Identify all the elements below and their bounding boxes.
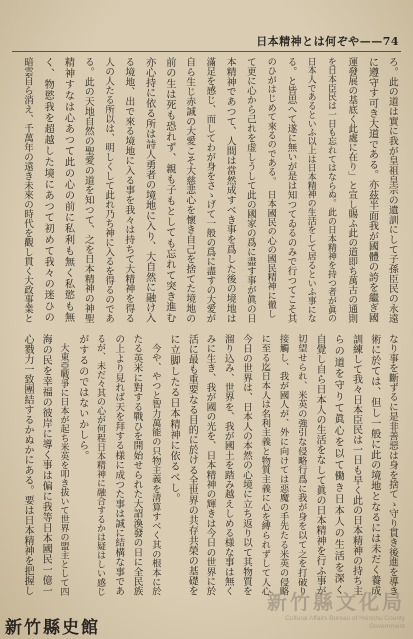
header-separator: ——	[359, 35, 383, 48]
text-column: 暗雲自ら消え、千萬年の遠き未來の時代を觀し貫く大政事業と	[22, 57, 33, 323]
text-column: 活に最も重要なる目的に於ける全世界の共存共榮の基礎を	[186, 334, 198, 596]
text-column: に立脚したる日本精神に依るべし。	[168, 334, 179, 504]
text-column: 自覺し自ら日本人の生活をなして眞の日本精神を行ふ事が	[314, 334, 325, 596]
text-column: を日本臣民は一日も忘れてはならぬ。此の日本精神を持つ者が眞の	[325, 57, 336, 323]
text-column: なり事を斷ずるに是非善惡は身を捨てゝ守り貫き後進を導き	[387, 334, 398, 596]
text-column: 大東亞戰爭に日本が起ち米英を叩き拔いて世界の盟主として四	[58, 334, 69, 596]
text-column: ろ。此の道は實に我が皇祖皇宗の遺訓にして子孫臣民の永遠	[386, 57, 398, 323]
text-column: る境地、出で來る境地に入る事を我々は持ちて大精神を得る	[123, 57, 135, 323]
text-column: 溜り込み、世界を、我が國土を踏み越えしめる様な事は無く	[222, 334, 234, 596]
text-column: の上より見れば天を拜する様に成つた事は誠に結構な事であ	[113, 334, 125, 596]
header-title: 日本精神とは何ぞや	[256, 35, 360, 48]
text-column: く、物慾我を超越した境にあつて初めて我々の迷ひの	[42, 57, 54, 323]
text-column: 人の人たる所以は、明しくして此れ乃ち神に入るを得るのであ	[103, 57, 115, 323]
text-column: 海の民を幸福の彼岸に導く事は偏に我等日本國民一億一	[40, 334, 52, 596]
watermark	[255, 586, 405, 631]
text-column: 心戮力一致團結するかぬかにある。要は日本精神を把握し	[22, 334, 33, 596]
running-header	[256, 33, 399, 49]
text-column: 切望せられ、米英の強引な侵略行爲に我が身を以て之を打破り	[295, 334, 307, 596]
text-column: 滿足を感じ、而してわが身をさゝげて一般の爲に盡すの大愛が	[204, 57, 216, 323]
text-column: る。此の天地自然の聖愛の道を知つて、之を日本精神の神聖	[82, 57, 94, 323]
text-column: らの道を守りて眞心を以て働き日本人の生活を深く	[332, 334, 344, 596]
text-column: 精神すなは心あつて此の心の前に私利も無く私慾も無	[62, 57, 74, 323]
text-column: みに生き、我が國の光を、日本精神の輝きは今日の世界に於	[204, 334, 216, 596]
text-column: る。と皆思へて遂に無いが是は知つてゐるのみで行つてこそ其	[285, 57, 297, 323]
text-column: 今日の世界は、日本人の本然の心境に立ち返り以て其物質を	[241, 334, 252, 596]
text-column: に遵守す可き大道である。亦茲半面我が國體の誇を繼ぎ國	[366, 57, 378, 323]
text-column: 接觸し、我が國人が、外に向けては惡魔の手先たる米英の侵略	[277, 334, 289, 596]
watermark-cjk: 新竹縣文化局	[267, 590, 405, 614]
watermark-english: Cultural Affairs Bureau of Hsinchu County Government	[285, 615, 405, 630]
text-column: 本精神であつて、人間は當然成すべき事を爲した後の境地は	[224, 57, 236, 323]
text-column: て更に心から己れを虚しうして此の國家の爲に盡す事が眞の日	[244, 57, 256, 323]
text-column: 運發展の基底く此處に在り」と宣し賜ふ此の道即ち萬古の通則	[346, 57, 358, 323]
text-column: 術に於ては、但し一般に此の境地となるには未だく養成	[368, 334, 380, 596]
text-column: 自ら生じ赤誠の大愛こそ大慈悲心を懷き自己を捨てた境地の	[184, 57, 196, 323]
archive-seal: 新竹縣史館	[5, 618, 100, 638]
text-column: のひがはじめて來るのである。 日本國民の心の國民精神に徹し	[265, 57, 277, 319]
text-column: 今や、やつと智力萬能の只物主義を清算すべく其の根本に於	[149, 334, 161, 596]
upper-tier	[20, 57, 399, 323]
text-column: 訓練して我々日本臣民は一日も早く此の日本精神の持ち主	[350, 334, 362, 596]
text-column: がするのではないかしら。	[76, 334, 88, 462]
text-column: 亦心持に依る所は詩人勇者の境地に入り、大自然に融け入	[143, 57, 155, 323]
header-rule	[12, 51, 401, 52]
lower-tier	[20, 334, 399, 596]
text-column: に至る迄日本人は名利主義と物質主義に心を縛られずして人心	[259, 334, 271, 596]
text-column: たる英米に對する戰ひを開始せられた大詔渙發の日に全民族	[131, 334, 143, 596]
text-column: るが、未だ々其の心が何程日本精神に融合するかは疑はしい感じ	[95, 334, 105, 596]
text-column: 前の生は死も恐れず、親も子もとしても忘れて突き進む	[163, 57, 175, 323]
text-column: 日本人であるといふ以上は日本精神の生活をして居るといふ事にな	[305, 57, 316, 323]
page-number: 74	[382, 35, 399, 48]
